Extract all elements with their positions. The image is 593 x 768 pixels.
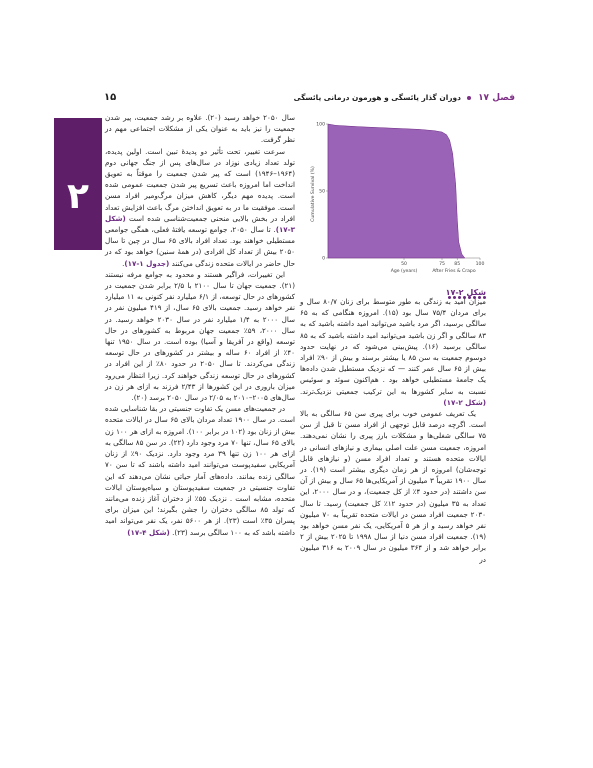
page-number: ۱۵ <box>104 92 117 103</box>
x-ticks <box>401 258 484 267</box>
y-axis-label: Cumulative Survival (%) <box>311 166 316 222</box>
x-tick-label: 50 <box>401 262 407 267</box>
right-column <box>300 296 486 565</box>
paragraph: یک تعریف عمومی خوب برای پیری سن ۶۵ سالگی به بالا است. اگرچه درصد قابل توجهی از افراد مسن تا قبل از سن ۷۵ سالگی شغلی‌ها و مشکلات بارز پیری را نشان نمی‌دهند. امروزه، جمعیت مسن علت اصلی بیماری و نیازهای انسانی در ایالات متحده هستند و تعداد افراد مسن (و نیازهای قابل توجه‌شان) امروزه از هر زمان دیگری بیشتر است (۱۹). در سال ۱۹۰۰ تقریباً ۳ میلیون از آمریکایی‌ها ۶۵ سال و بیش از آن سن داشتند (در حدود ۴٪ از کل جمعیت)، و در سال ۲۰۰۰، این تعداد به ۳۵ میلیون (در حدود ۱۲٪ کل جمعیت) رسید. تا سال ۲۰۳۰ جمعیت افراد مسن در ایالات متحده تقریباً به ۷۰ میلیون نفر خواهد رسید و از هر ۵ آمریکایی، یک نفر مسن خواهد بود (۱۹). جمعیت افراد مسن دنیا از سال ۱۹۹۸ تا ۲۰۲۵ بیش از ۲ برابر خواهد شد و از ۳۶۴ میلیون در سال ۲۰۰۹ به ۳۱۶ میلیون در <box>300 409 487 564</box>
x-tick-label: 85 <box>454 262 461 267</box>
chapter-tab-number: ۲ <box>67 176 89 217</box>
chapter-title: دوران گذار یائسگی و هورمون درمانی یائسگی <box>293 93 461 102</box>
paragraph: سال ۲۰۵۰ خواهد رسید (۲۰). علاوه بر رشد جمعیت، پیر شدن جمعیت را نیز باید به عنوان یکی از مشکلات اجتماعی مهم در نظر گرفت. <box>105 113 295 145</box>
figure-label: شکل ۲-۱۷ <box>445 288 486 297</box>
figure-reference: (شکل ۲-۱۷) <box>443 397 486 407</box>
y-ticks <box>316 122 328 262</box>
x-tick-label: 100 <box>475 262 485 267</box>
left-column <box>105 112 295 538</box>
bullet-icon <box>467 96 471 100</box>
figure-reference: (شکل ۴-۱۷) <box>127 527 170 537</box>
y-tick-label: 50 <box>319 189 325 195</box>
paragraph: این تغییرات، فراگیر هستند و محدود به جوامع مرفه نیستند (۲۱). جمعیت جهان تا سال ۲۱۰۰ با ۲/۵ برابر شدن جمعیت در کشورهای در حال توسعه، از ۶/۱ میلیارد نفر کنونی به ۱۱ میلیارد نفر خواهد رسید. جمعیت بالای ۶۵ سال، از ۴۱۹ میلیون نفر در سال ۲۰۰۰ به ۱/۴ میلیارد نفر در سال ۲۰۳۰ خواهد رسید. در سال ۲۰۰۰، ۵۹٪ جمعیت جهان مربوط به کشورهای در حال توسعه (واقع در آفریقا و آسیا) بوده است. در سال ۱۹۵۰ تنها ۴۰٪ از افراد ۶۰ ساله و بیشتر در کشورهای در حال توسعه زندگی می‌کردند. تا سال ۲۰۵۰ در حدود ۸۰٪ از این افراد در کشورهای در حال توسعه زندگی خواهند کرد. زیرا انتظار می‌رود میزان باروری در این کشورها از ۲/۴۳ فرزند به ازای هر زن در سال‌های ۲۰۰۵–۲۰۱۰ به ۲/۰۵ در سال ۲۰۵۰ برسد (۲۰). <box>105 269 296 403</box>
paragraph: در جمعیت‌های مسن یک تفاوت جنسیتی در بقا شناسایی شده است. در سال ۱۹۰۰ تعداد مردان بالای ۶۵ سال در ایالات متحده بیش از زنان بود (۱۰۲ در برابر ۱۰۰). امروزه به ازای هر ۱۰۰ زن بالای ۶۵ سال، تنها ۷۰ مرد وجود دارد (۲۲). در سن ۸۵ سالگی به ازای هر ۱۰۰ زن تنها ۳۹ مرد وجود دارد. نزدیک ۹۰٪ از زنان آمریکایی سفیدپوست می‌توانند امید داشته باشند که تا سن ۷۰ سالگی زنده بمانند. داده‌های آمار حیاتی نشان می‌دهند که این تفاوت جنسیتی در جمعیت سفیدپوستان و سیاه‌پوستان ایالات متحده، مشابه است . نزدیک ۵۵٪ از دختران آغاز زنده می‌مانند که تولد ۸۵ سالگی دختران را جشن بگیرند؛ این میزان برای پسران ۳۵٪ است (۲۳). از هر ۵۶۰۰ نفر، یک نفر می‌تواند امید داشته باشد که به ۱۰۰ سالگی برسد (۲۳). (شکل ۴-۱۷) <box>105 404 296 537</box>
x-axis-label: Age (years) <box>390 269 418 274</box>
figure-dots <box>300 284 486 287</box>
figure-credit: After Fries & Crapo <box>432 269 476 274</box>
y-tick-label: 100 <box>316 122 325 128</box>
x-tick-label: 75 <box>439 262 445 267</box>
page-header <box>0 92 593 108</box>
survival-chart <box>300 112 486 284</box>
table-reference: (جدول ۱-۱۷) <box>124 258 170 268</box>
y-tick-label: 0 <box>322 256 325 262</box>
paragraph: میزان امید به زندگی به طور متوسط برای زنان ۸۰/۷ سال و برای مردان ۷۵/۴ سال بود (۱۵). امروزه هنگامی که به ۶۵ سالگی برسید، اگر مرد باشید می‌توانید امید داشته باشید که به ۸۳ سالگی و اگر زن باشید می‌توانید امید داشته باشید که به ۸۵ سالگی برسید (۱۶). پیش‌بینی می‌شود که در نهایت حدود دوسوم جمعیت به سن ۸۵ یا بیشتر برسند و بیش از ۹۰٪ افراد بیش از ۶۵ سال عمر کنند — که نزدیک مستطیل شدن داده‌ها یک جامعهٔ مستطیلی خواهد بود . هم‌اکنون سوئد و سوئیس نسبت به سایر کشورها به این ترکیب جمعیتی نزدیک‌ترند. (شکل ۲-۱۷) <box>300 297 487 407</box>
figure-reference: (شکل ۳-۱۷) <box>105 213 295 235</box>
chapter-label: فصل ۱۷ <box>478 93 515 103</box>
survival-area <box>328 124 465 258</box>
running-title <box>294 93 515 103</box>
paragraph: سرعت تغییر، تحت تأثیر دو پدیدهٔ تبین است. اولین پدیده، تولد تعداد زیادی نوزاد در سال‌های پس از جنگ جهانی دوم (۱۹۶۴–۱۹۴۶) است که پیر شدن جمعیت را موقتاً به تعویق انداخت اما امروزه باعث تسریع پیر شدن جمعیت عمومی شده است. پدیده مهم دیگر، کاهش میزان مرگ‌ومیر افراد مسن است. موفقیت ما در به تعویق انداختن مرگ باعث افزایش تعداد افراد در بخش بالایی منحنی جمعیت‌شناسی شده است (شکل ۳-۱۷). تا سال ۲۰۵۰، جوامع توسعه یافتهٔ فعلی، همگی جوامعی مستطیلی خواهند بود. تعداد افراد بالای ۶۵ سال در چین تا سال ۲۰۵۰ بیش از تعداد کل افرادی (در همهٔ سنین) خواهد بود که در حال حاضر در ایالات متحده زندگی می‌کنند (جدول ۱-۱۷). <box>105 146 295 268</box>
